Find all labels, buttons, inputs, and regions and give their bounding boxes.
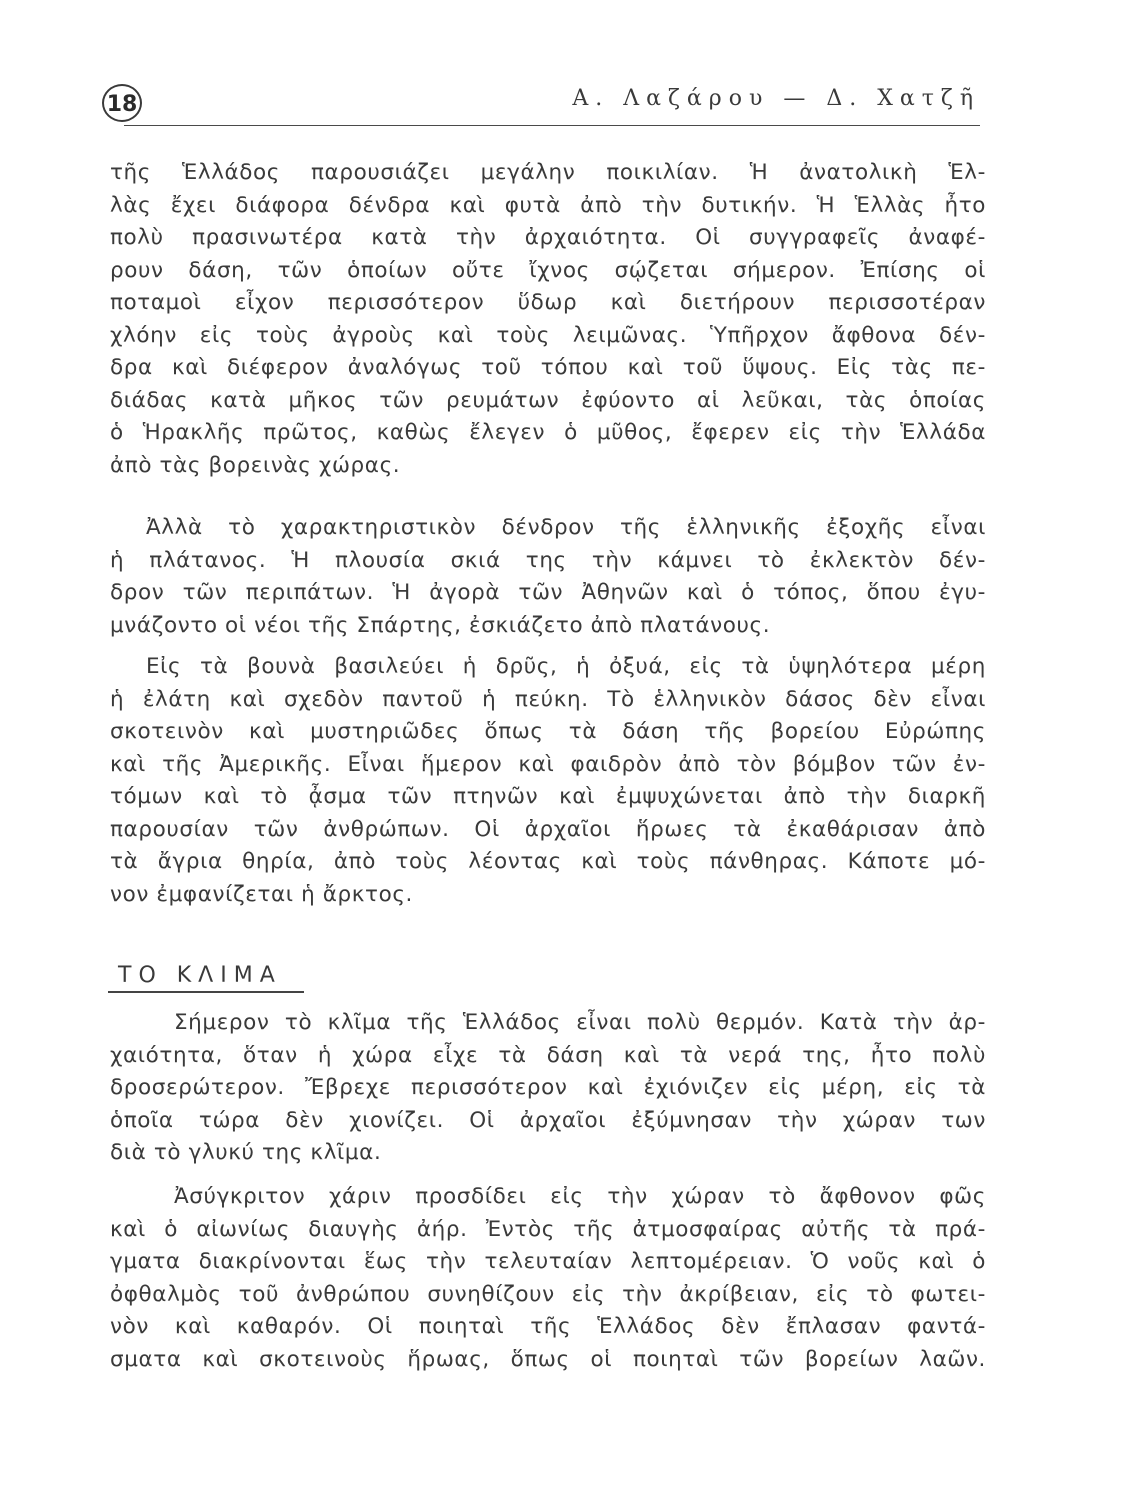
text-line: ὁ Ἡρακλῆς πρῶτος, καθὼς ἔλεγεν ὁ μῦθος, ἔφερεν εἰς τὴν Ἑλλάδα	[110, 420, 986, 445]
paragraph-1	[110, 157, 986, 482]
text-line: δρα καὶ διέφερον ἀναλόγως τοῦ τόπου καὶ τοῦ ὕψους. Εἰς τὰς πε-	[110, 355, 986, 380]
text-line: δρον τῶν περιπάτων. Ἡ ἀγορὰ τῶν Ἀθηνῶν καὶ ὁ τόπος, ὅπου ἐγυ-	[110, 580, 986, 605]
text-line: διὰ τὸ γλυκύ της κλῖμα.	[110, 1140, 382, 1165]
text-line: τόμων καὶ τὸ ᾆσμα τῶν πτηνῶν καὶ ἐμψυχώνεται ἀπὸ τὴν διαρκῆ	[110, 784, 986, 809]
header-rule	[124, 125, 980, 126]
text-line: νον ἐμφανίζεται ἡ ἄρκτος.	[110, 881, 413, 907]
text-line: μνάζοντο οἱ νέοι τῆς Σπάρτης, ἐσκιάζετο ἀπὸ πλατάνους.	[110, 612, 771, 638]
text-line: ἡ ἐλάτη καὶ σχεδὸν παντοῦ ἡ πεύκη. Τὸ ἑλληνικὸν δάσος δὲν εἶναι	[110, 686, 986, 712]
text-line: τῆς Ἑλλάδος παρουσιάζει μεγάλην ποικιλίαν. Ἡ ἀνατολικὴ Ἑλ-	[110, 160, 986, 185]
text-line: λὰς ἔχει διάφορα δένδρα καὶ φυτὰ ἀπὸ τὴν δυτικήν. Ἡ Ἑλλὰς ἦτο	[110, 192, 986, 218]
text-line: σματα καὶ σκοτεινοὺς ἥρωας, ὅπως οἱ ποιηταὶ τῶν βορείων λαῶν.	[110, 1346, 986, 1372]
paragraph-5	[110, 1181, 986, 1376]
text-line: ἡ πλάτανος. Ἡ πλουσία σκιά της τὴν κάμνει τὸ ἐκλεκτὸν δέν-	[110, 547, 986, 573]
text-line: νὸν καὶ καθαρόν. Οἱ ποιηταὶ τῆς Ἑλλάδος δὲν ἔπλασαν φαντά-	[110, 1314, 986, 1339]
text-line: Εἰς τὰ βουνὰ βασιλεύει ἡ δρῦς, ἡ ὀξυά, εἰς τὰ ὑψηλότερα μέρη	[146, 654, 986, 679]
page-header	[102, 78, 980, 128]
text-line: ὁποῖα τώρα δὲν χιονίζει. Οἱ ἀρχαῖοι ἐξύμνησαν τὴν χώραν των	[110, 1107, 986, 1133]
text-line: πολὺ πρασινωτέρα κατὰ τὴν ἀρχαιότητα. Οἱ συγγραφεῖς ἀναφέ-	[110, 225, 986, 250]
text-line: Ἀσύγκριτον χάριν προσδίδει εἰς τὴν χώραν τὸ ἄφθονον φῶς	[174, 1184, 986, 1209]
text-line: χαιότητα, ὅταν ἡ χώρα εἶχε τὰ δάση καὶ τὰ νερά της, ἦτο πολὺ	[110, 1042, 986, 1068]
text-line: ρουν δάση, τῶν ὁποίων οὔτε ἴχνος σῴζεται σήμερον. Ἐπίσης οἱ	[110, 257, 986, 283]
text-line: τὰ ἄγρια θηρία, ἀπὸ τοὺς λέοντας καὶ τοὺς πάνθηρας. Κάποτε μό-	[110, 849, 986, 874]
section-heading: ΤΟ ΚΛΙΜΑ	[118, 963, 282, 988]
text-line: χλόην εἰς τοὺς ἀγροὺς καὶ τοὺς λειμῶνας. Ὑπῆρχον ἄφθονα δέν-	[110, 322, 986, 348]
text-line: σκοτεινὸν καὶ μυστηριῶδες ὅπως τὰ δάση τῆς βορείου Εὐρώπης	[110, 719, 986, 744]
text-line: καὶ τῆς Ἀμερικῆς. Εἶναι ἥμερον καὶ φαιδρὸν ἀπὸ τὸν βόμβον τῶν ἐν-	[110, 751, 986, 777]
paragraph-3	[110, 651, 986, 911]
text-line: ὀφθαλμὸς τοῦ ἀνθρώπου συνηθίζουν εἰς τὴν ἀκρίβειαν, εἰς τὸ φωτει-	[110, 1281, 986, 1307]
text-line: Ἀλλὰ τὸ χαρακτηριστικὸν δένδρον τῆς ἑλληνικῆς ἐξοχῆς εἶναι	[146, 515, 986, 540]
text-line: δροσερώτερον. Ἔβρεχε περισσότερον καὶ ἐχιόνιζεν εἰς μέρη, εἰς τὰ	[110, 1075, 986, 1100]
text-line: ἀπὸ τὰς βορεινὰς χώρας.	[110, 452, 401, 478]
paragraph-2	[110, 512, 986, 642]
heading-underline	[108, 991, 304, 993]
running-head: Α. Λαζάρου — Δ. Χατζῆ	[572, 86, 980, 111]
text-line: Σήμερον τὸ κλῖμα τῆς Ἑλλάδος εἶναι πολὺ θερμόν. Κατὰ τὴν ἀρ-	[174, 1010, 986, 1035]
page-number: 18	[102, 84, 142, 122]
text-line: καὶ ὁ αἰωνίως διαυγὴς ἀήρ. Ἐντὸς τῆς ἀτμοσφαίρας αὐτῆς τὰ πρά-	[110, 1216, 986, 1242]
text-line: παρουσίαν τῶν ἀνθρώπων. Οἱ ἀρχαῖοι ἥρωες τὰ ἐκαθάρισαν ἀπὸ	[110, 816, 986, 842]
text-line: διάδας κατὰ μῆκος τῶν ρευμάτων ἐφύοντο αἱ λεῦκαι, τὰς ὁποίας	[110, 387, 986, 413]
paragraph-4	[110, 1007, 986, 1170]
text-line: γματα διακρίνονται ἕως τὴν τελευταίαν λεπτομέρειαν. Ὁ νοῦς καὶ ὁ	[110, 1249, 986, 1274]
text-line: ποταμοὶ εἶχον περισσότερον ὕδωρ καὶ διετήρουν περισσοτέραν	[110, 290, 986, 315]
